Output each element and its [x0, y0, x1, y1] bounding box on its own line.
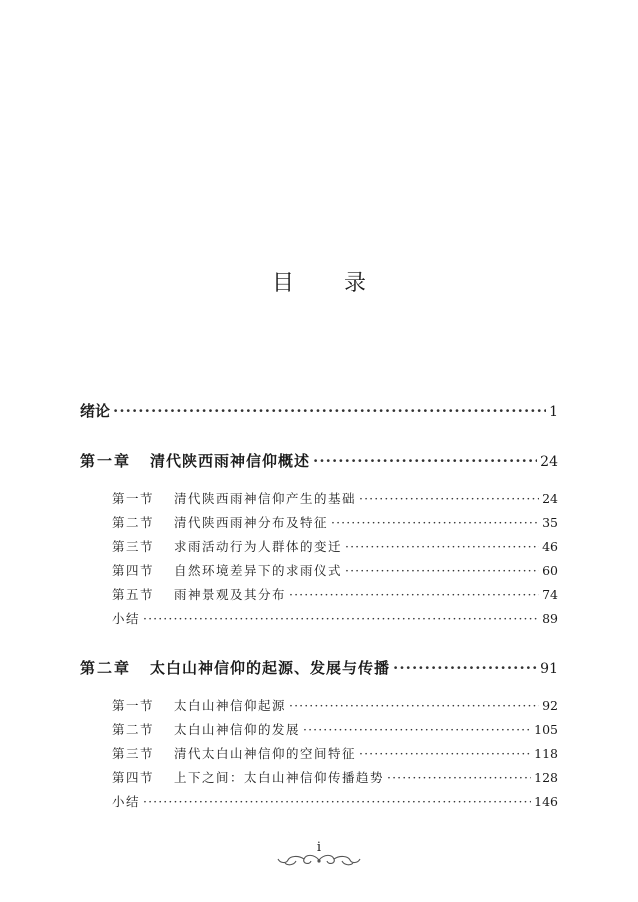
section-title: 太白山神信仰起源: [174, 698, 287, 713]
section-number: 第二节: [112, 515, 155, 530]
toc-entry-summary[interactable]: [112, 792, 558, 810]
entry-title: 绪论: [80, 402, 111, 420]
section-title: 太白山神信仰的发展: [174, 722, 301, 737]
section-number: 第三节: [112, 746, 155, 761]
section-title: 上下之间：太白山神信仰传播趋势: [174, 770, 385, 785]
dot-leader: [303, 722, 531, 735]
section-title: 雨神景观及其分布: [174, 587, 287, 602]
section-title: 小结: [112, 794, 141, 809]
page-number: 74: [542, 587, 558, 602]
chapter-number: 第一章: [80, 452, 132, 470]
toc-entry-section[interactable]: [112, 720, 558, 738]
dot-leader: [113, 402, 546, 417]
dot-leader: [143, 611, 539, 624]
toc-entry-chapter-1[interactable]: [80, 450, 558, 471]
section-title: 清代陕西雨神信仰产生的基础: [174, 491, 357, 506]
dot-leader: [289, 587, 539, 600]
page-number: 24: [540, 454, 558, 470]
toc-entry-section[interactable]: [112, 696, 558, 714]
dot-leader: [345, 539, 539, 552]
page-number: 60: [542, 563, 558, 578]
page-number: 46: [542, 539, 558, 554]
page-number: 118: [534, 746, 558, 761]
toc-entry-summary[interactable]: [112, 609, 558, 627]
toc-entry-section[interactable]: [112, 513, 558, 531]
dot-leader: [359, 746, 531, 759]
toc-entry-section[interactable]: [112, 768, 558, 786]
toc-entry-section[interactable]: [112, 744, 558, 762]
section-number: 第四节: [112, 770, 155, 785]
dot-leader: [387, 770, 531, 783]
section-number: 第二节: [112, 722, 155, 737]
section-number: 第一节: [112, 491, 155, 506]
section-title: 求雨活动行为人群体的变迁: [174, 539, 343, 554]
toc-entry-section[interactable]: [112, 561, 558, 579]
chapter-number: 第二章: [80, 659, 132, 677]
section-number: 第三节: [112, 539, 155, 554]
page-title: 目录: [271, 271, 416, 296]
page-number: 24: [542, 491, 558, 506]
section-number: 第一节: [112, 698, 155, 713]
toc-entry-introduction[interactable]: [80, 400, 558, 421]
chapter-title: 清代陕西雨神信仰概述: [150, 452, 311, 470]
toc-entry-section[interactable]: [112, 585, 558, 603]
toc-entry-section[interactable]: [112, 489, 558, 507]
folio-page-number: i: [316, 840, 322, 855]
toc-entry-section[interactable]: [112, 537, 558, 555]
floral-ornament-icon: [276, 852, 362, 868]
page-number: 35: [542, 515, 558, 530]
page-number: 91: [540, 661, 558, 677]
dot-leader: [331, 515, 539, 528]
page-number: 105: [534, 722, 558, 737]
toc-entry-chapter-2[interactable]: [80, 657, 558, 678]
dot-leader: [345, 563, 539, 576]
dot-leader: [359, 491, 539, 504]
page-number: 146: [534, 794, 558, 809]
section-number: 第五节: [112, 587, 155, 602]
section-title: 自然环境差异下的求雨仪式: [174, 563, 343, 578]
section-title: 小结: [112, 611, 141, 626]
dot-leader: [313, 452, 537, 467]
dot-leader: [289, 698, 539, 711]
page-number: 128: [534, 770, 558, 785]
section-title: 清代太白山神信仰的空间特征: [174, 746, 357, 761]
dot-leader: [143, 794, 531, 807]
section-title: 清代陕西雨神分布及特征: [174, 515, 329, 530]
page-number: 92: [542, 698, 558, 713]
dot-leader: [393, 659, 537, 674]
page-number: 1: [549, 404, 558, 420]
section-number: 第四节: [112, 563, 155, 578]
page-number: 89: [542, 611, 558, 626]
chapter-title: 太白山神信仰的起源、发展与传播: [150, 659, 391, 677]
